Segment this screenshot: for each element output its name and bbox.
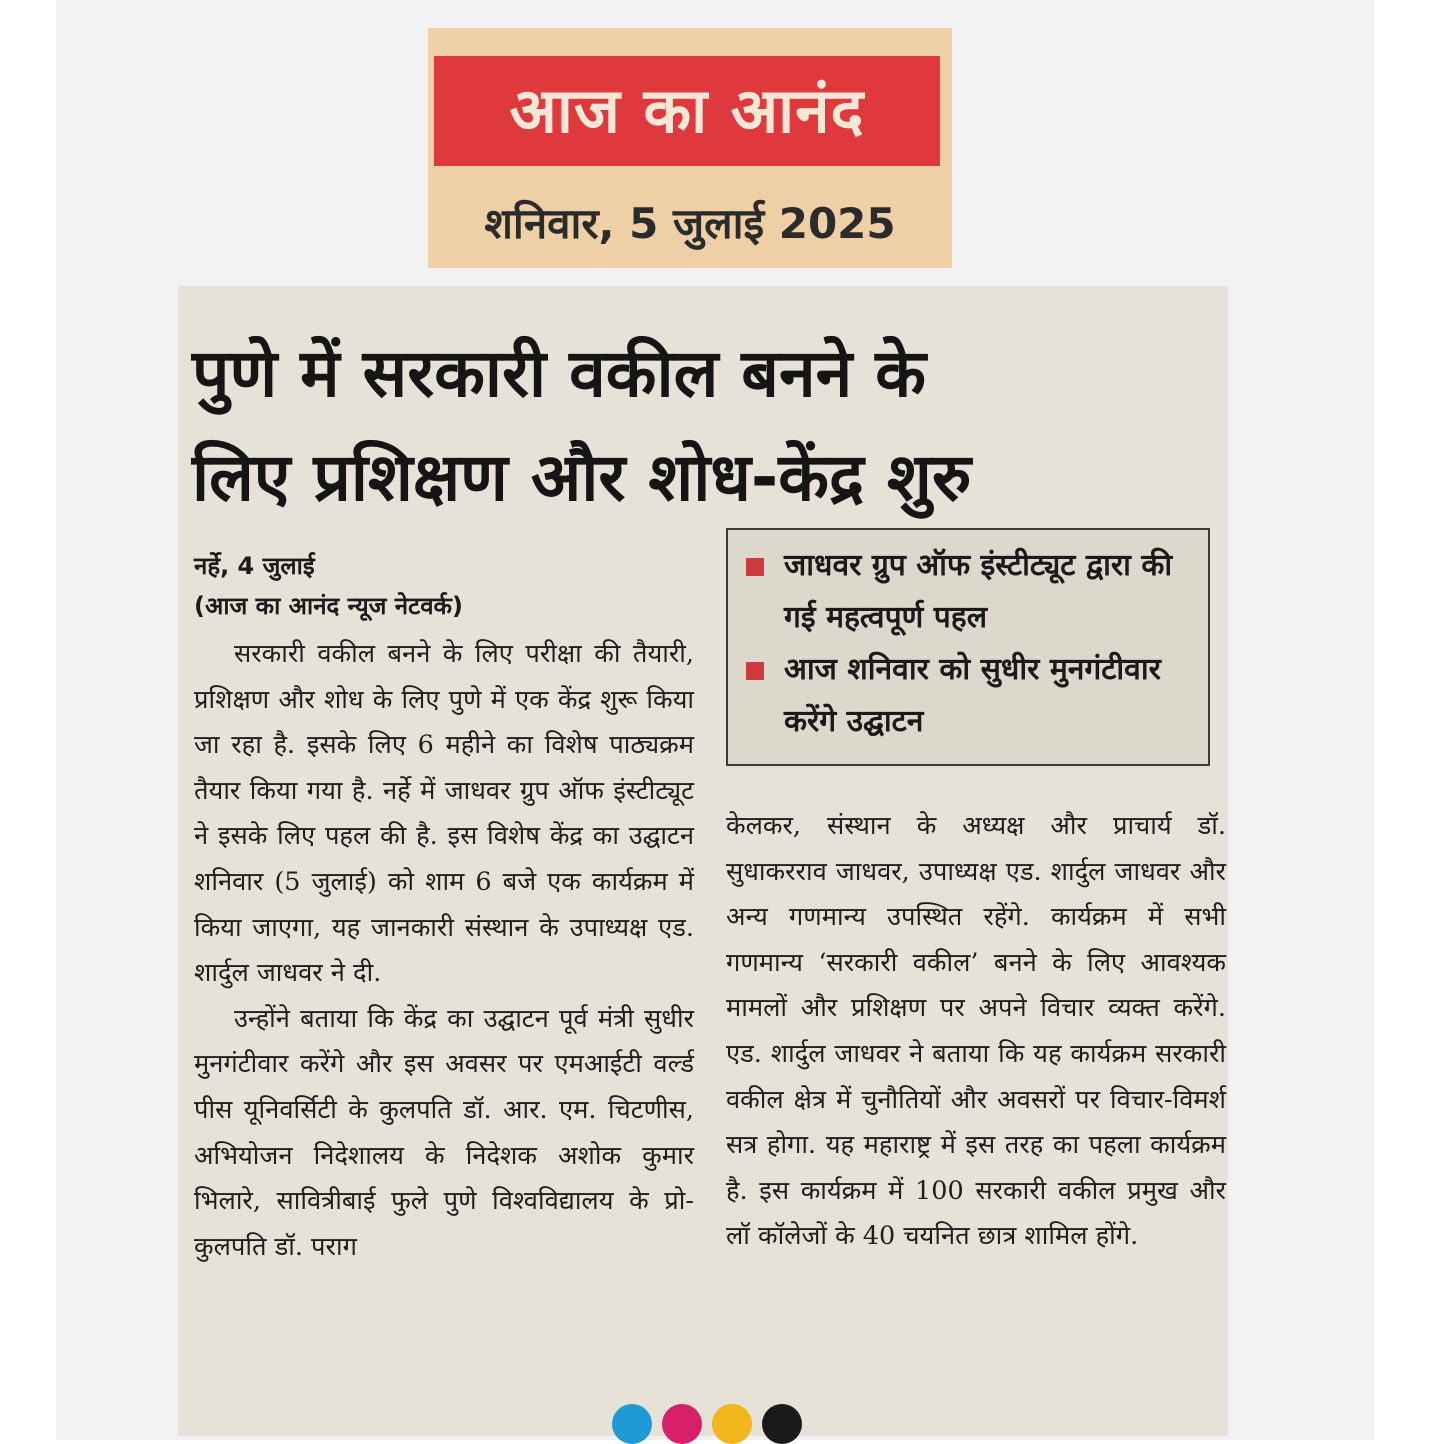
article-headline [192, 322, 1222, 530]
byline: (आज का आनंद न्यूज नेटवर्क) [194, 592, 463, 620]
yellow-dot-icon [712, 1404, 752, 1444]
newspaper-name: आज का आनंद [434, 56, 940, 166]
news-clipping [178, 286, 1228, 1436]
article-column-right [726, 804, 1226, 1424]
article-column-left [194, 632, 694, 1422]
cyan-dot-icon [612, 1404, 652, 1444]
headline-line-2: लिए प्रशिक्षण और शोध-केंद्र शुरु [192, 439, 972, 516]
dateline-block [194, 546, 694, 626]
article-paragraph: सरकारी वकील बनने के लिए परीक्षा की तैयारी, प्रशिक्षण और शोध के लिए पुणे में एक केंद्र शुरू किया जा रहा है. इसके लिए 6 महीने का विशेष पाठ्यक्रम तैयार किया गया है. नर्हे में जाधवर ग्रुप ऑफ इंस्टीट्यूट ने इसके लिए पहल की है. इस विशेष केंद्र का उद्घाटन शनिवार (5 जुलाई) को शाम 6 बजे एक कार्यक्रम में किया जाएगा, यह जानकारी संस्थान के उपाध्यक्ष एड. शार्दुल जाधवर ने दी. [194, 639, 694, 989]
black-dot-icon [762, 1404, 802, 1444]
highlight-text: जाधवर ग्रुप ऑफ इंस्टीट्यूट द्वारा की गई महत्वपूर्ण पहल [784, 548, 1173, 635]
highlight-item [742, 644, 1194, 748]
print-registration-marks [612, 1404, 812, 1444]
newspaper-masthead [428, 28, 952, 268]
magenta-dot-icon [662, 1404, 702, 1444]
headline-line-1: पुणे में सरकारी वकील बनने के [192, 335, 926, 412]
highlight-item [742, 540, 1194, 644]
highlights-box [726, 528, 1210, 766]
article-paragraph: उन्होंने बताया कि केंद्र का उद्घाटन पूर्व मंत्री सुधीर मुनगंटीवार करेंगे और इस अवसर पर एमआईटी वर्ल्ड पीस यूनिवर्सिटी के कुलपति डॉ. आर. एम. चिटणीस, अभियोजन निदेशालय के निदेशक अशोक कुमार भिलारे, सावित्रीबाई फुले पुणे विश्वविद्यालय के प्रो-कुलपति डॉ. पराग [194, 1003, 694, 1262]
dateline: नर्हे, 4 जुलाई [194, 552, 315, 580]
square-bullet-icon [746, 558, 764, 576]
issue-date: शनिवार, 5 जुलाई 2025 [484, 199, 896, 248]
highlight-text: आज शनिवार को सुधीर मुनगंटीवार करेंगे उद्घाटन [784, 652, 1161, 739]
article-paragraph: केलकर, संस्थान के अध्यक्ष और प्राचार्य डॉ. सुधाकरराव जाधवर, उपाध्यक्ष एड. शार्दुल जाधवर और अन्य गणमान्य उपस्थित रहेंगे. कार्यक्रम में सभी गणमान्य ‘सरकारी वकील’ बनने के लिए आवश्यक मामलों और प्रशिक्षण पर अपने विचार व्यक्त करेंगे. एड. शार्दुल जाधवर ने बताया कि यह कार्यक्रम सरकारी वकील क्षेत्र में चुनौतियों और अवसरों पर विचार-विमर्श सत्र होगा. यह महाराष्ट्र में इस तरह का पहला कार्यक्रम है. इस कार्यक्रम में 100 सरकारी वकील प्रमुख और लॉ कॉलेजों के 40 चयनित छात्र शामिल होंगे. [726, 811, 1226, 1252]
square-bullet-icon [746, 662, 764, 680]
